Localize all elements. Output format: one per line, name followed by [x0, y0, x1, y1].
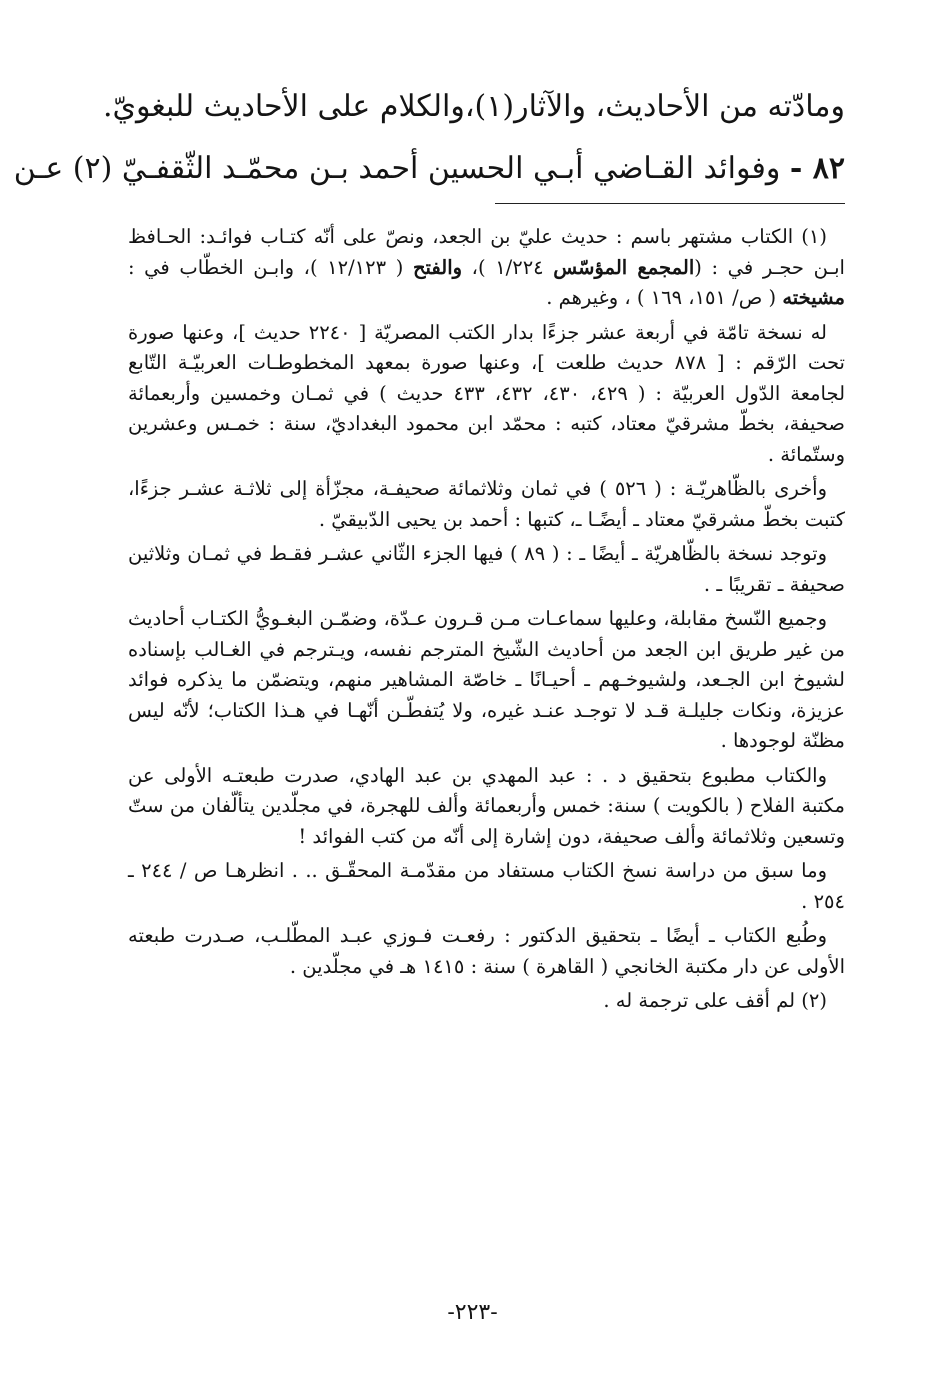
- footnote-paragraph-collation: وجميع النّسخ مقابلة، وعليها سماعـات مـن قـرون عـدّة، وضمّـن البغـويُّ الكتـاب أحاديث من غير طريق ابن الجعد من أحاديث الشّيخ المترجم نفسه، ويـترجم في الغـالب بإسناده لشيوخ ابن الجـعد، ولشيوخـهم ـ أحيـانًا ـ خاصّة المشاهير منهم، ويتضمّن ما يذكره فوائد عزيزة، ونكات جليلـة قـد لا توجـد عنـد غيره، ولا يُتفطّـن أنّهـا في هـذا الكتاب؛ لأنّه ليس مظنّة لوجودها .: [128, 607, 845, 752]
- footnote-1-part-a: (١) الكتاب مشتهر باسم : حديث عليّ بن الجعد، ونصّ على أنّه كتـاب فوائـد: الحـافظ ابـن حجـر في : (: [128, 225, 845, 279]
- entry-title: وفوائد القـاضي أبـي الحسين أحمد بـن محمّـد الثّقفـيّ (٢) عـن: [13, 151, 781, 186]
- footnote-paragraph-edition-1: والكتاب مطبوع بتحقيق د . : عبد المهدي بن عبد الهادي، صدرت طبعتـه الأولى عن مكتبة الفلاح ( بالكويت ) سنة: خمس وأربعمائة وألف للهجرة، في مجلّدين يتألّفان من ستّ وتسعين وثلاثمائة وألف صحيفة، دون إشارة إلى أنّه من كتب الفوائد !: [128, 763, 845, 848]
- footnote-paragraph-manuscripts: له نسخة تامّة في أربعة عشر جزءًا بدار الكتب المصريّة [ ٢٢٤٠ حديث ]، وعنها صورة تحت الرّقم : [ ٨٧٨ حديث طلعت ]، وعنها صورة بمعهد المخطوطـات العربيّـة التّابع لجامعة الدّول العربيّة : ( ٤٢٩، ٤٣٠، ٤٣٢، ٤٣٣ حديث ) في ثمـان وخمسين وأربعمائة صحيفة، بخطّ مشرقيّ معتاد، كتبه : محمّد ابن محمود البغداديّ، سنة : خمـس وعشرين وستّمائة .: [128, 320, 846, 466]
- footnote-1-bold-title-2: والفتح: [412, 255, 463, 279]
- page-number: -٢٢٣-: [447, 1300, 498, 1325]
- footnotes: [128, 222, 845, 1021]
- footnote-paragraph-zahiriyya: وأخرى بالظّاهريّـة : ( ٥٢٦ ) في ثمان وثلاثمائة صحيفـة، مجزّأة إلى ثلاثـة عشـر جزءًا، كتبت بخطّ مشرقيّ معتاد ـ أيضًـا ـ، كتبها : أحمد بن يحيى الدّبيقيّ .: [128, 477, 845, 531]
- footnote-1-part-e: ( ص/ ١٥١، ١٦٩ ) ، وغيرهم .: [546, 286, 783, 309]
- footnote-paragraph-edition-2: وطُبع الكتاب ـ أيضًا ـ بتحقيق الدكتور : رفعـت فـوزي عبـد المطّلـب، صـدرت طبعته الأولى عن دار مكتبة الخانجي ( القاهرة ) سنة : ١٤١٥ هـ في مجلّدين .: [128, 924, 845, 978]
- footnote-1-bold-title-1: المجمع المؤسّس: [553, 255, 695, 279]
- footnote-2: (٢) لم أقف على ترجمة له .: [603, 989, 827, 1012]
- footnote-1-bold-title-3: مشيخته: [782, 286, 845, 309]
- footnote-1-part-d: ( ١٢/١٢٣ )، وابـن الخطّاب في :: [128, 255, 413, 279]
- footnote-1-part-c: ١/٢٢٤ )،: [462, 255, 554, 279]
- main-text-line-1: ومادّته من الأحاديث، والآثار(١)،والكلام على الأحاديث للبغويّ.: [103, 89, 845, 124]
- main-text-line-2: [13, 151, 845, 186]
- footnote-paragraph-reference: وما سبق من دراسة نسخ الكتاب مستفاد من مقدّمـة المحقّـق .. . انظرهـا ص / ٢٤٤ ـ ٢٥٤ .: [128, 859, 845, 913]
- footnote-1: [128, 222, 845, 314]
- footnote-paragraph-zahiriyya-2: وتوجد نسخة بالظّاهريّة ـ أيضًا ـ : ( ٨٩ ) فيها الجزء الثّاني عشـر فقـط في ثمـان وثلاثين صحيفة ـ تقريبًا ـ .: [128, 542, 845, 596]
- entry-number: ٨٢ -: [789, 151, 845, 186]
- footnote-separator: [495, 203, 845, 204]
